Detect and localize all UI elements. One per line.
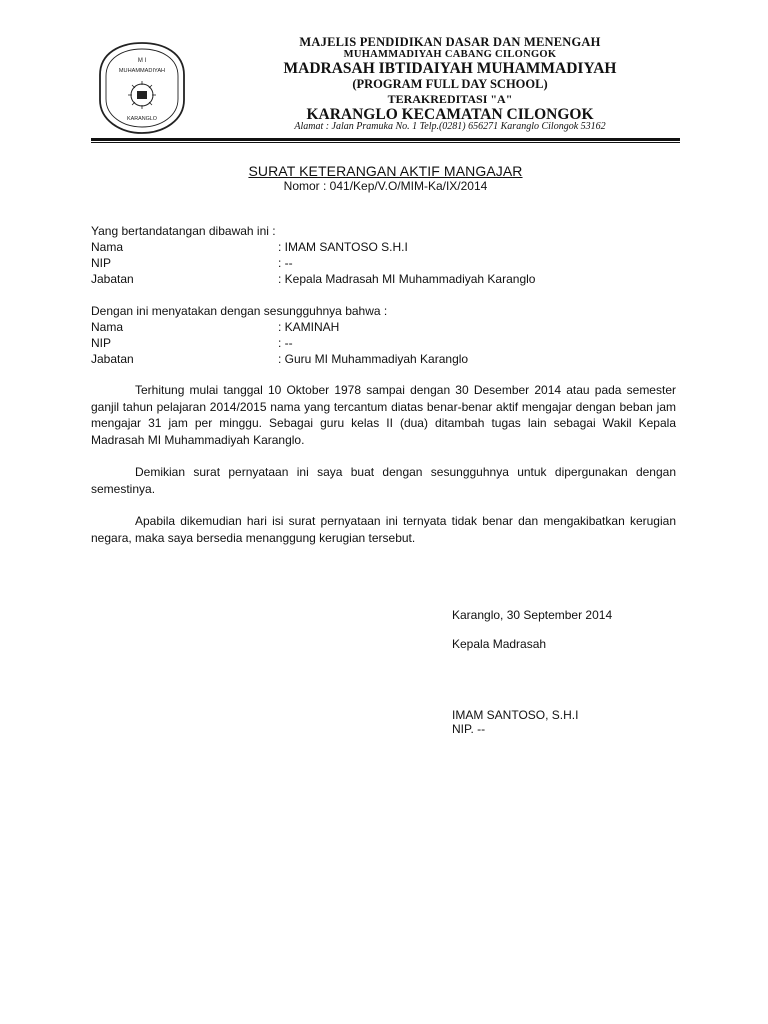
subject-name-label: Nama — [91, 320, 124, 334]
subject-name-value: : KAMINAH — [278, 320, 340, 334]
signer-intro: Yang bertandatangan dibawah ini : — [91, 224, 276, 238]
place-date: Karanglo, 30 September 2014 — [452, 608, 613, 622]
letterhead-line-2: MUHAMMADIYAH CABANG CILONGOK — [343, 49, 557, 60]
signer-name-value: : IMAM SANTOSO S.H.I — [278, 240, 408, 254]
subject-nip-value: : -- — [278, 336, 293, 350]
body-paragraph-2: Demikian surat pernyataan ini saya buat dengan sesungguhnya untuk dipergunakan dengan semestinya. — [91, 465, 676, 496]
signature-nip: NIP. -- — [452, 722, 486, 736]
letter-title: SURAT KETERANGAN AKTIF MANGAJAR — [248, 163, 523, 179]
letterhead-line-1: MAJELIS PENDIDIKAN DASAR DAN MENENGAH — [299, 35, 601, 49]
logo-text-bottom: KARANGLO — [127, 116, 157, 122]
school-logo — [94, 40, 190, 136]
signer-title: Kepala Madrasah — [452, 637, 547, 651]
subject-position-label: Jabatan — [91, 352, 134, 366]
school-location: KARANGLO KECAMATAN CILONGOK — [306, 106, 594, 123]
signer-nip-value: : -- — [278, 256, 293, 270]
logo-text-top: M I — [137, 58, 147, 64]
subject-position-value: : Guru MI Muhammadiyah Karanglo — [278, 352, 469, 366]
signer-position-value: : Kepala Madrasah MI Muhammadiyah Karanglo — [278, 272, 536, 286]
signature-name: IMAM SANTOSO, S.H.I — [452, 708, 579, 722]
signer-nip-label: NIP — [91, 256, 112, 270]
letterhead-rule-thin — [91, 142, 680, 143]
signer-name-label: Nama — [91, 240, 124, 254]
school-name: MADRASAH IBTIDAIYAH MUHAMMADIYAH — [283, 60, 617, 77]
subject-nip-label: NIP — [91, 336, 112, 350]
logo-text-ring: MUHAMMADIYAH — [118, 68, 166, 74]
school-address: Alamat : Jalan Pramuka No. 1 Telp.(0281) 656271 Karanglo Cilongok 53162 — [294, 121, 606, 132]
body-paragraph-3: Apabila dikemudian hari isi surat pernyataan ini ternyata tidak benar dan mengakibatkan kerugian negara, maka saya bersedia menanggung kerugian tersebut. — [91, 514, 676, 545]
letter-number: Nomor : 041/Kep/V.O/MIM-Ka/IX/2014 — [283, 179, 488, 193]
signer-position-label: Jabatan — [91, 272, 134, 286]
body-paragraph-1: Terhitung mulai tanggal 10 Oktober 1978 sampai dengan 30 Desember 2014 atau pada semester ganjil tahun pelajaran 2014/2015 nama yang tercantum diatas benar-benar aktif mengajar dengan beban jam mengajar 31 jam per minggu. Sebagai guru kelas II (dua) ditambah tugas lain sebagai Wakil Kepala Madrasah MI Muhammadiyah Karanglo. — [91, 383, 676, 447]
letterhead-rule-thick — [91, 138, 680, 141]
accreditation-label: TERAKREDITASI "A" — [387, 92, 513, 106]
subject-intro: Dengan ini menyatakan dengan sesungguhnya bahwa : — [91, 304, 388, 318]
program-label: (PROGRAM FULL DAY SCHOOL) — [352, 77, 548, 91]
